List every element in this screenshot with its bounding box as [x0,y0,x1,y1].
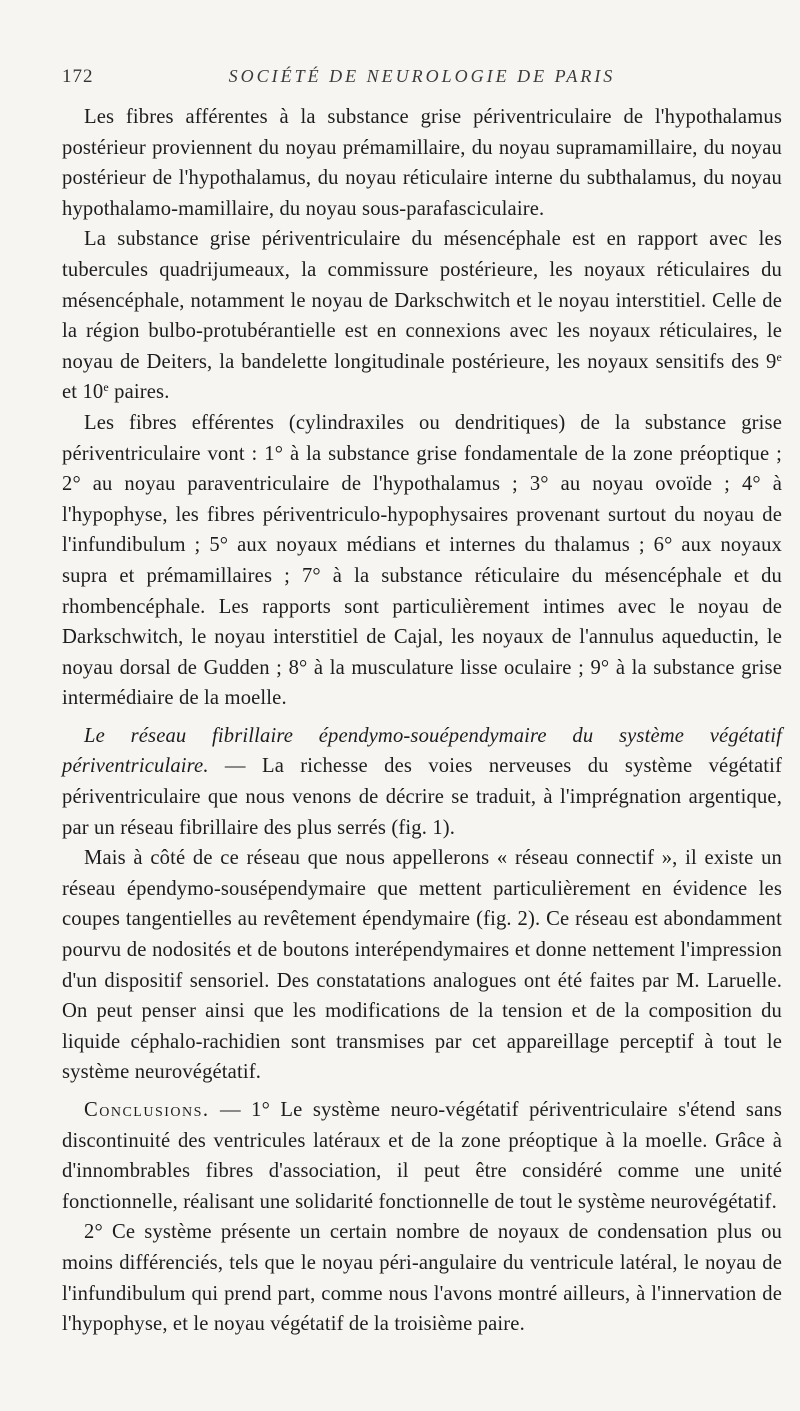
paragraph-fibrillary-network-text: — La richesse des voies nerveuses du système végétatif périventriculaire que nous venons de décrire se traduit, à l'imprégnation argentique, par un réseau fibrillaire des plus serrés (fig. 1). [62,755,782,839]
page-number: 172 [62,66,94,87]
page-header [62,66,782,94]
paragraph-condensation-nuclei: 2° Ce système présente un certain nombre de noyaux de condensation plus ou moins différenciés, tels que le noyau péri-angulaire du ventricule latéral, le noyau de l'infundibulum qui prend part, comme nous l'avons montré ailleurs, à l'innervation de l'hypophyse, et le noyau végétatif de la troisième paire. [62,1221,782,1336]
body-text [62,102,782,1340]
running-title: SOCIÉTÉ DE NEUROLOGIE DE PARIS [228,66,616,86]
paragraph-mesencephalon-end: paires. [108,381,170,404]
paragraph-efferent-fibres: Les fibres efférentes (cylindraxiles ou dendritiques) de la substance grise périventriculaire vont : 1° à la substance grise fondamentale de la zone préoptique ; 2° au noyau paraventriculaire de l'hypothalamus ; 3° au noyau ovoïde ; 4° à l'hypophyse, les fibres périventriculo-hypophysaires provenant surtout du noyau de l'infundibulum ; 5° aux noyaux médians et internes du thalamus ; 6° aux noyaux supra et prémamillaires ; 7° à la substance réticulaire du mésencéphale et du rhombencéphale. Les rapports sont particulièrement intimes avec le noyau de Darkschwitch, le noyau interstitiel de Cajal, les noyaux de l'annulus aqueductin, le noyau dorsal de Gudden ; 8° à la musculature lisse oculaire ; 9° à la substance grise intermédiaire de la moelle. [62,411,782,710]
superscript-tenth: e [103,380,109,395]
paragraph-mesencephalon [62,224,782,408]
conclusions-heading: Conclusions. [84,1099,210,1121]
paragraph-fibrillary-network [62,721,782,843]
paragraph-conclusions [62,1095,782,1217]
section-heading-italic: Le réseau fibrillaire épendymo-souépendymaire du système végétatif périventriculaire. [62,724,782,778]
paragraph-conclusions-text: — 1° Le système neuro-végétatif périventriculaire s'étend sans discontinuité des ventricules latéraux et de la zone préoptique à la moelle. Grâce à d'innombrables fibres d'association, il peut être considéré comme une unité fonctionnelle, réalisant une solidarité fonctionnelle de tout le système neurovégétatif. [62,1099,782,1213]
paragraph-mesencephalon-middle: et 10 [62,381,104,404]
superscript-ninth: e [776,349,782,364]
paragraph-mesencephalon-text: La substance grise périventriculaire du mésencéphale est en rapport avec les tubercules quadrijumeaux, la commissure postérieure, les noyaux réticulaires du mésencéphale, notamment le noyau de Darkschwitch et le noyau interstitiel. Celle de la région bulbo-protubérantielle est en connexions avec les noyaux réticulaires, le noyau de Deiters, la bandelette longitudinale postérieure, les noyaux sensitifs des 9 [62,228,782,373]
paragraph-ependymal-network: Mais à côté de ce réseau que nous appellerons « réseau connectif », il existe un réseau épendymo-sousépendymaire que mettent particulièrement en évidence les coupes tangentielles au revêtement épendymaire (fig. 2). Ce réseau est abondamment pourvu de nodosités et de boutons interépendymaires et donne nettement l'impression d'un dispositif sensoriel. Des constatations analogues ont été faites par M. Laruelle. On peut penser ainsi que les modifications de la tension et de la composition du liquide céphalo-rachidien sont transmises par cet appareillage perceptif à tout le système neurovégétatif. [62,847,782,1084]
paragraph-afferent-fibres: Les fibres afférentes à la substance grise périventriculaire de l'hypothalamus postérieur proviennent du noyau prémamillaire, du noyau supramamillaire, du noyau postérieur de l'hypothalamus, du noyau réticulaire interne du subthalamus, du noyau hypothalamo-mamillaire, du noyau sous-parafasciculaire. [62,106,782,220]
